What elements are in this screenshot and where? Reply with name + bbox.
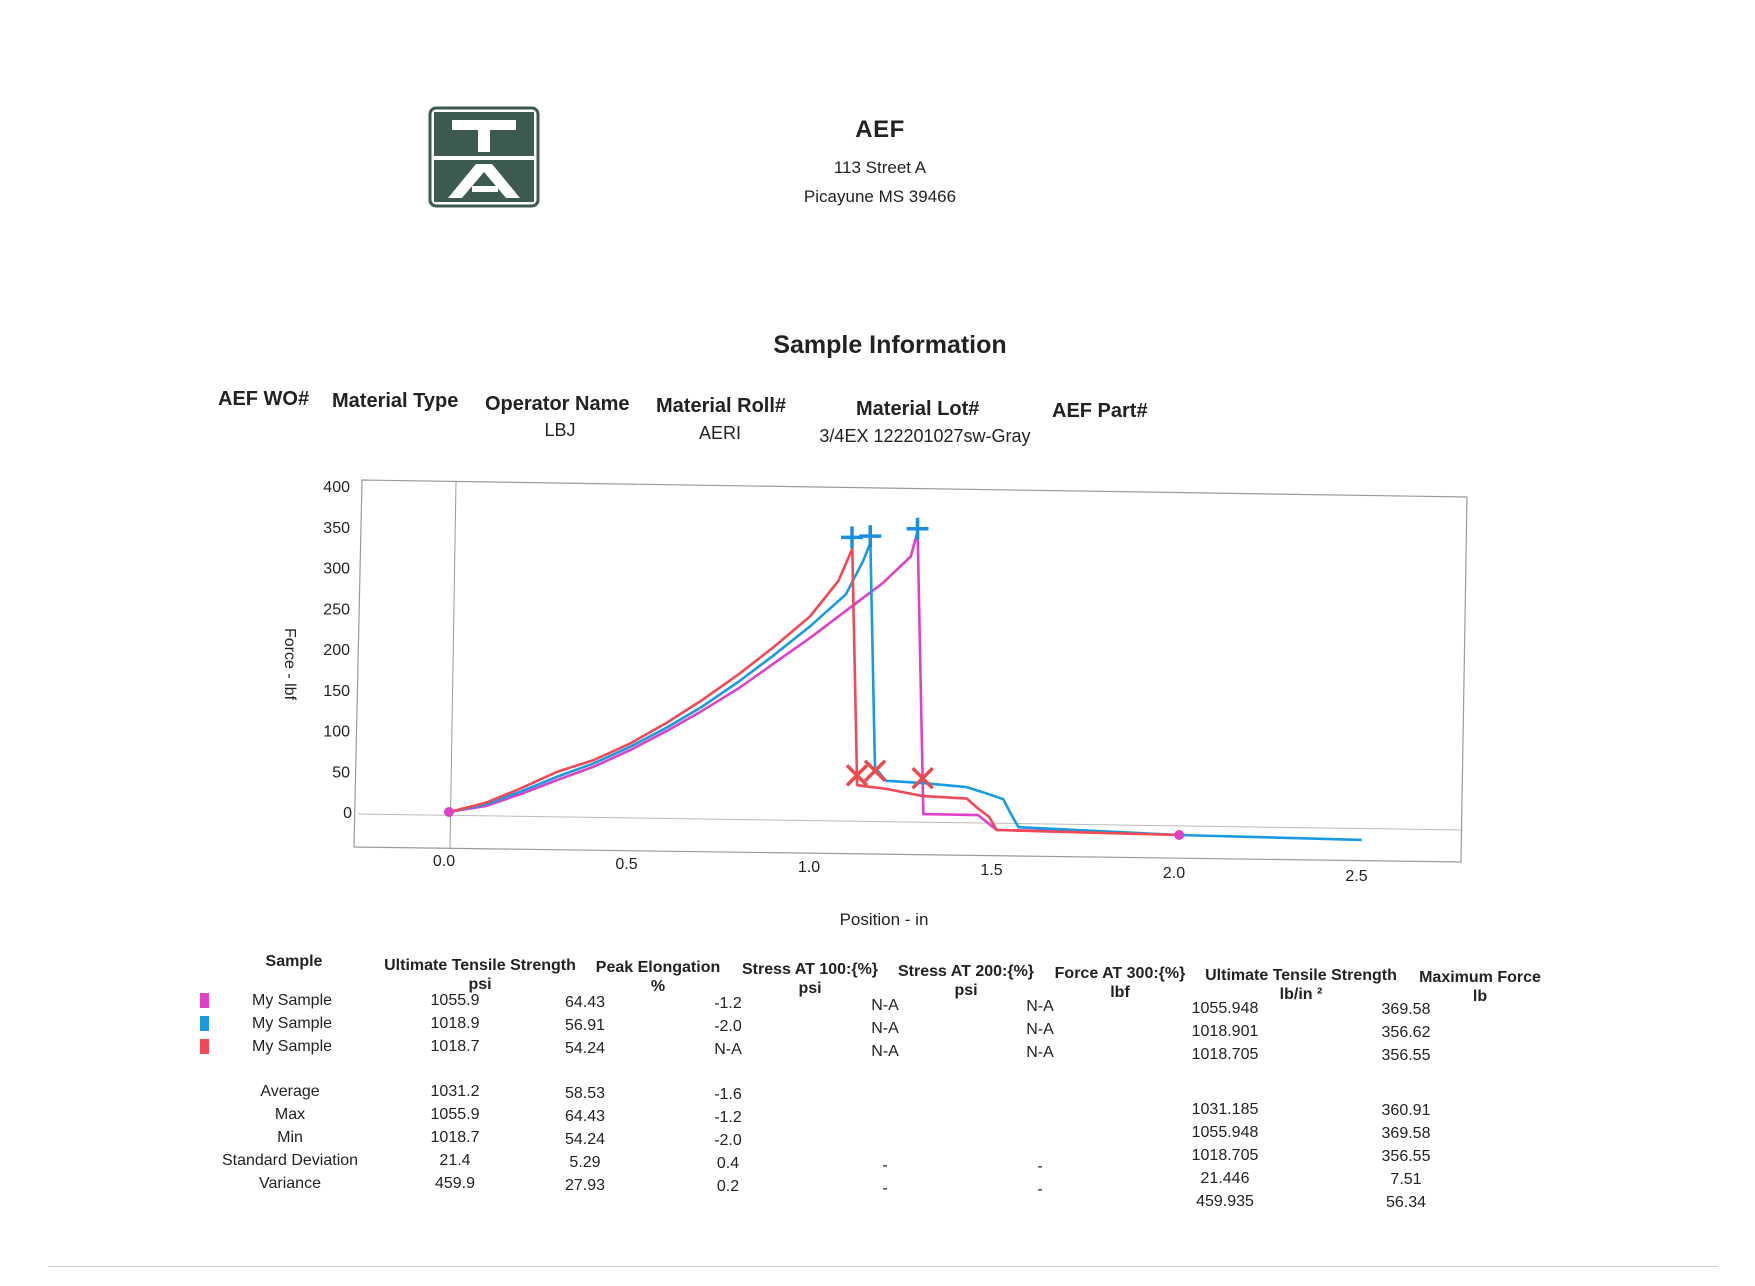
table-cell: 356.62 [1381,1024,1431,1041]
stat-cell: -1.6 [714,1086,742,1103]
stat-cell: 0.4 [716,1155,740,1172]
table-cell: 356.55 [1381,1047,1431,1064]
stat-cell: 58.53 [564,1084,606,1102]
stat-cell: 1018.705 [1191,1146,1259,1164]
stat-cell: 5.29 [569,1153,601,1171]
company-name: AEF [855,116,905,143]
series-line-1 [449,531,1179,835]
page-bottom-rule [48,1266,1718,1267]
info-operator-value: LBJ [544,420,576,440]
info-header-part: AEF Part# [1052,400,1148,422]
series-line-3 [449,549,1179,835]
table-cell: N-A [871,1042,899,1060]
stat-cell: 356.55 [1381,1148,1431,1165]
stat-cell: 360.91 [1381,1102,1431,1119]
table-cell: 1018.7 [430,1038,480,1055]
stat-cell: 459.9 [434,1175,476,1192]
stat-cell: 27.93 [564,1176,606,1194]
x-tick-label: 2.5 [1345,868,1368,885]
info-header-roll: Material Roll# [656,395,787,417]
info-lot-value: 3/4EX 122201027sw-Gray [819,426,1031,446]
info-header-wo: AEF WO# [218,388,310,410]
y-tick-label: 100 [323,723,350,741]
info-header-material-type: Material Type [332,390,459,412]
table-header-stress-100: Stress AT 100:{%} psi [741,961,879,997]
address-line-1: 113 Street A [833,158,927,177]
plot-frame [354,480,1467,862]
stat-cell: 1018.7 [430,1129,480,1146]
y-tick-label: 200 [323,642,350,659]
sample-name: My Sample [252,992,333,1009]
y-tick-label: 300 [323,560,350,578]
table-cell: 369.58 [1381,1001,1431,1018]
table-cell: -1.2 [714,995,742,1012]
y-axis-label: Force - lbf [281,627,298,701]
x-tick-label: 0.5 [615,856,638,873]
info-header-lot: Material Lot# [856,398,980,420]
stat-cell: 7.51 [1390,1171,1422,1188]
table-cell: N-A [1026,998,1054,1015]
x-tick-label: 1.0 [797,859,821,876]
table-cell: 1055.948 [1191,999,1259,1017]
table-cell: N-A [871,996,899,1014]
stat-cell: - [882,1156,888,1174]
info-roll-value: AERI [698,423,741,443]
table-header-force-300: Force AT 300:{%} lbf [1054,965,1186,1001]
stat-cell: 64.43 [564,1107,606,1125]
stat-cell: -2.0 [714,1132,742,1149]
stat-name: Average [260,1083,320,1100]
end-point-marker [1174,830,1184,840]
table-header-sample: Sample [265,953,323,970]
y-axis-line [450,482,456,848]
table-cell: 1055.9 [430,992,480,1009]
zero-line [358,814,1463,830]
y-tick-label: 50 [332,764,350,782]
stat-cell: 459.935 [1196,1192,1254,1210]
table-cell: 64.43 [564,993,606,1011]
stat-cell: 1055.9 [430,1106,480,1123]
x-tick-label: 0.0 [432,853,456,870]
peak-marker [841,526,863,548]
start-point-marker [444,807,454,817]
sample-color-swatch [200,1039,209,1054]
stat-cell: - [882,1179,888,1197]
info-header-operator: Operator Name [485,393,630,415]
table-cell: -2.0 [714,1018,742,1035]
table-cell: N-A [871,1019,899,1037]
y-tick-label: 250 [323,601,350,619]
stat-cell: - [1037,1158,1043,1175]
table-header-uts-psi: Ultimate Tensile Strength psi [384,957,576,993]
stat-cell: 21.4 [439,1152,471,1169]
stat-name: Max [274,1106,306,1123]
stat-name: Variance [259,1175,321,1192]
stat-cell: 369.58 [1381,1125,1431,1142]
sample-name: My Sample [252,1015,333,1032]
table-cell: N-A [1026,1044,1054,1061]
section-title: Sample Information [773,331,1007,359]
y-tick-label: 350 [323,519,350,537]
sample-color-swatch [200,1016,209,1031]
y-tick-label: 400 [323,479,350,496]
stat-cell: 1031.185 [1191,1100,1259,1118]
stat-cell: 21.446 [1200,1169,1250,1187]
stat-cell: 56.34 [1385,1194,1427,1211]
stat-name: Standard Deviation [221,1152,359,1169]
stat-cell: 0.2 [716,1178,740,1195]
sample-name: My Sample [252,1038,333,1055]
table-cell: N-A [1026,1021,1054,1038]
table-header-uts-lbin: Ultimate Tensile Strength lb/in ² [1205,967,1397,1003]
table-header-peak-elongation: Peak Elongation % [595,959,721,995]
stat-cell: 54.24 [564,1130,606,1148]
stat-cell: - [1037,1181,1043,1198]
table-cell: 54.24 [564,1039,606,1057]
peak-marker [907,518,929,540]
stat-cell: 1055.948 [1191,1123,1259,1141]
table-cell: 1018.9 [430,1015,480,1032]
x-tick-label: 1.5 [980,862,1003,879]
series-line-2 [449,543,1362,840]
table-cell: N-A [714,1041,742,1058]
stat-cell: -1.2 [714,1109,742,1126]
x-tick-label: 2.0 [1162,865,1186,882]
stat-name: Min [277,1129,303,1146]
address-line-2: Picayune MS 39466 [803,187,957,206]
table-cell: 1018.901 [1191,1022,1259,1040]
table-cell: 1018.705 [1191,1045,1259,1063]
y-tick-label: 0 [343,805,352,822]
table-header-max-force: Maximum Force lb [1419,969,1541,1005]
table-cell: 56.91 [564,1016,606,1034]
stat-cell: 1031.2 [430,1083,480,1100]
x-axis-label: Position - in [839,910,929,929]
sample-color-swatch [200,993,209,1008]
y-tick-label: 150 [323,682,350,700]
table-header-stress-200: Stress AT 200:{%} psi [897,963,1035,999]
